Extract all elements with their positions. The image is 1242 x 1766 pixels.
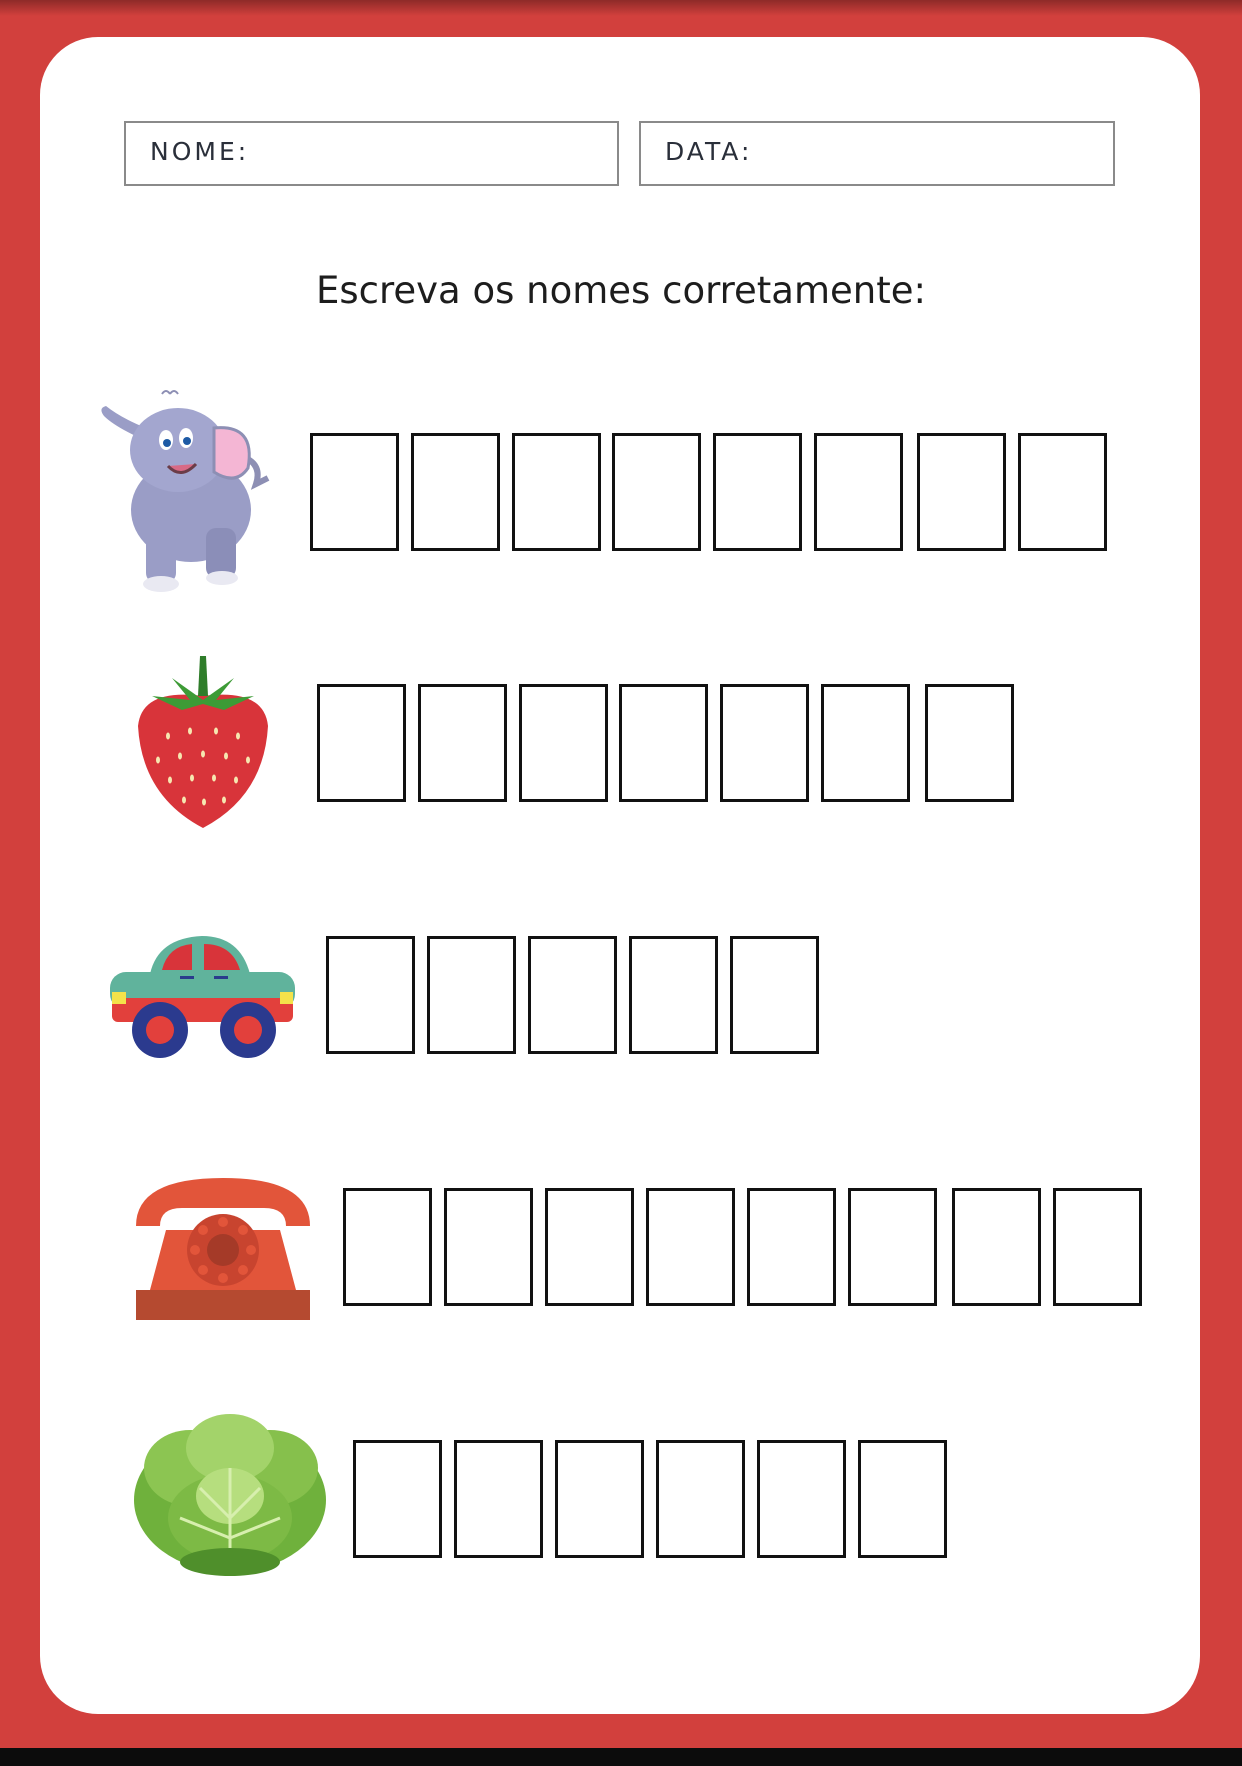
letter-box[interactable] — [418, 684, 507, 802]
letter-box[interactable] — [310, 433, 399, 551]
letter-box[interactable] — [848, 1188, 937, 1306]
elephant-icon — [96, 388, 274, 598]
letter-box[interactable] — [747, 1188, 836, 1306]
lettuce-icon — [130, 1408, 330, 1580]
letter-box[interactable] — [612, 433, 701, 551]
name-field[interactable] — [124, 121, 619, 186]
letter-box[interactable] — [343, 1188, 432, 1306]
letter-box[interactable] — [1053, 1188, 1142, 1306]
letter-box[interactable] — [519, 684, 608, 802]
letter-box[interactable] — [917, 433, 1006, 551]
letter-box[interactable] — [454, 1440, 543, 1558]
letter-box[interactable] — [326, 936, 415, 1054]
letter-box[interactable] — [528, 936, 617, 1054]
car-icon — [110, 934, 295, 1062]
letter-box[interactable] — [858, 1440, 947, 1558]
letter-box[interactable] — [512, 433, 601, 551]
letter-box[interactable] — [411, 433, 500, 551]
letter-box[interactable] — [444, 1188, 533, 1306]
letter-box[interactable] — [353, 1440, 442, 1558]
letter-box[interactable] — [730, 936, 819, 1054]
letter-box[interactable] — [646, 1188, 735, 1306]
letter-box[interactable] — [656, 1440, 745, 1558]
top-shade — [0, 0, 1242, 16]
letter-box[interactable] — [814, 433, 903, 551]
letter-box[interactable] — [619, 684, 708, 802]
letter-box[interactable] — [629, 936, 718, 1054]
instruction-text: Escreva os nomes corretamente: — [316, 269, 926, 312]
telephone-icon — [136, 1178, 310, 1322]
date-field[interactable] — [639, 121, 1115, 186]
letter-box[interactable] — [952, 1188, 1041, 1306]
letter-box[interactable] — [545, 1188, 634, 1306]
letter-box[interactable] — [757, 1440, 846, 1558]
letter-box[interactable] — [720, 684, 809, 802]
letter-box[interactable] — [821, 684, 910, 802]
letter-box[interactable] — [713, 433, 802, 551]
name-label: NOME: — [150, 137, 250, 166]
bottom-bar — [0, 1748, 1242, 1766]
letter-box[interactable] — [427, 936, 516, 1054]
letter-box[interactable] — [925, 684, 1014, 802]
letter-box[interactable] — [1018, 433, 1107, 551]
strawberry-icon — [132, 656, 274, 831]
date-label: DATA: — [665, 137, 753, 166]
letter-box[interactable] — [317, 684, 406, 802]
letter-box[interactable] — [555, 1440, 644, 1558]
